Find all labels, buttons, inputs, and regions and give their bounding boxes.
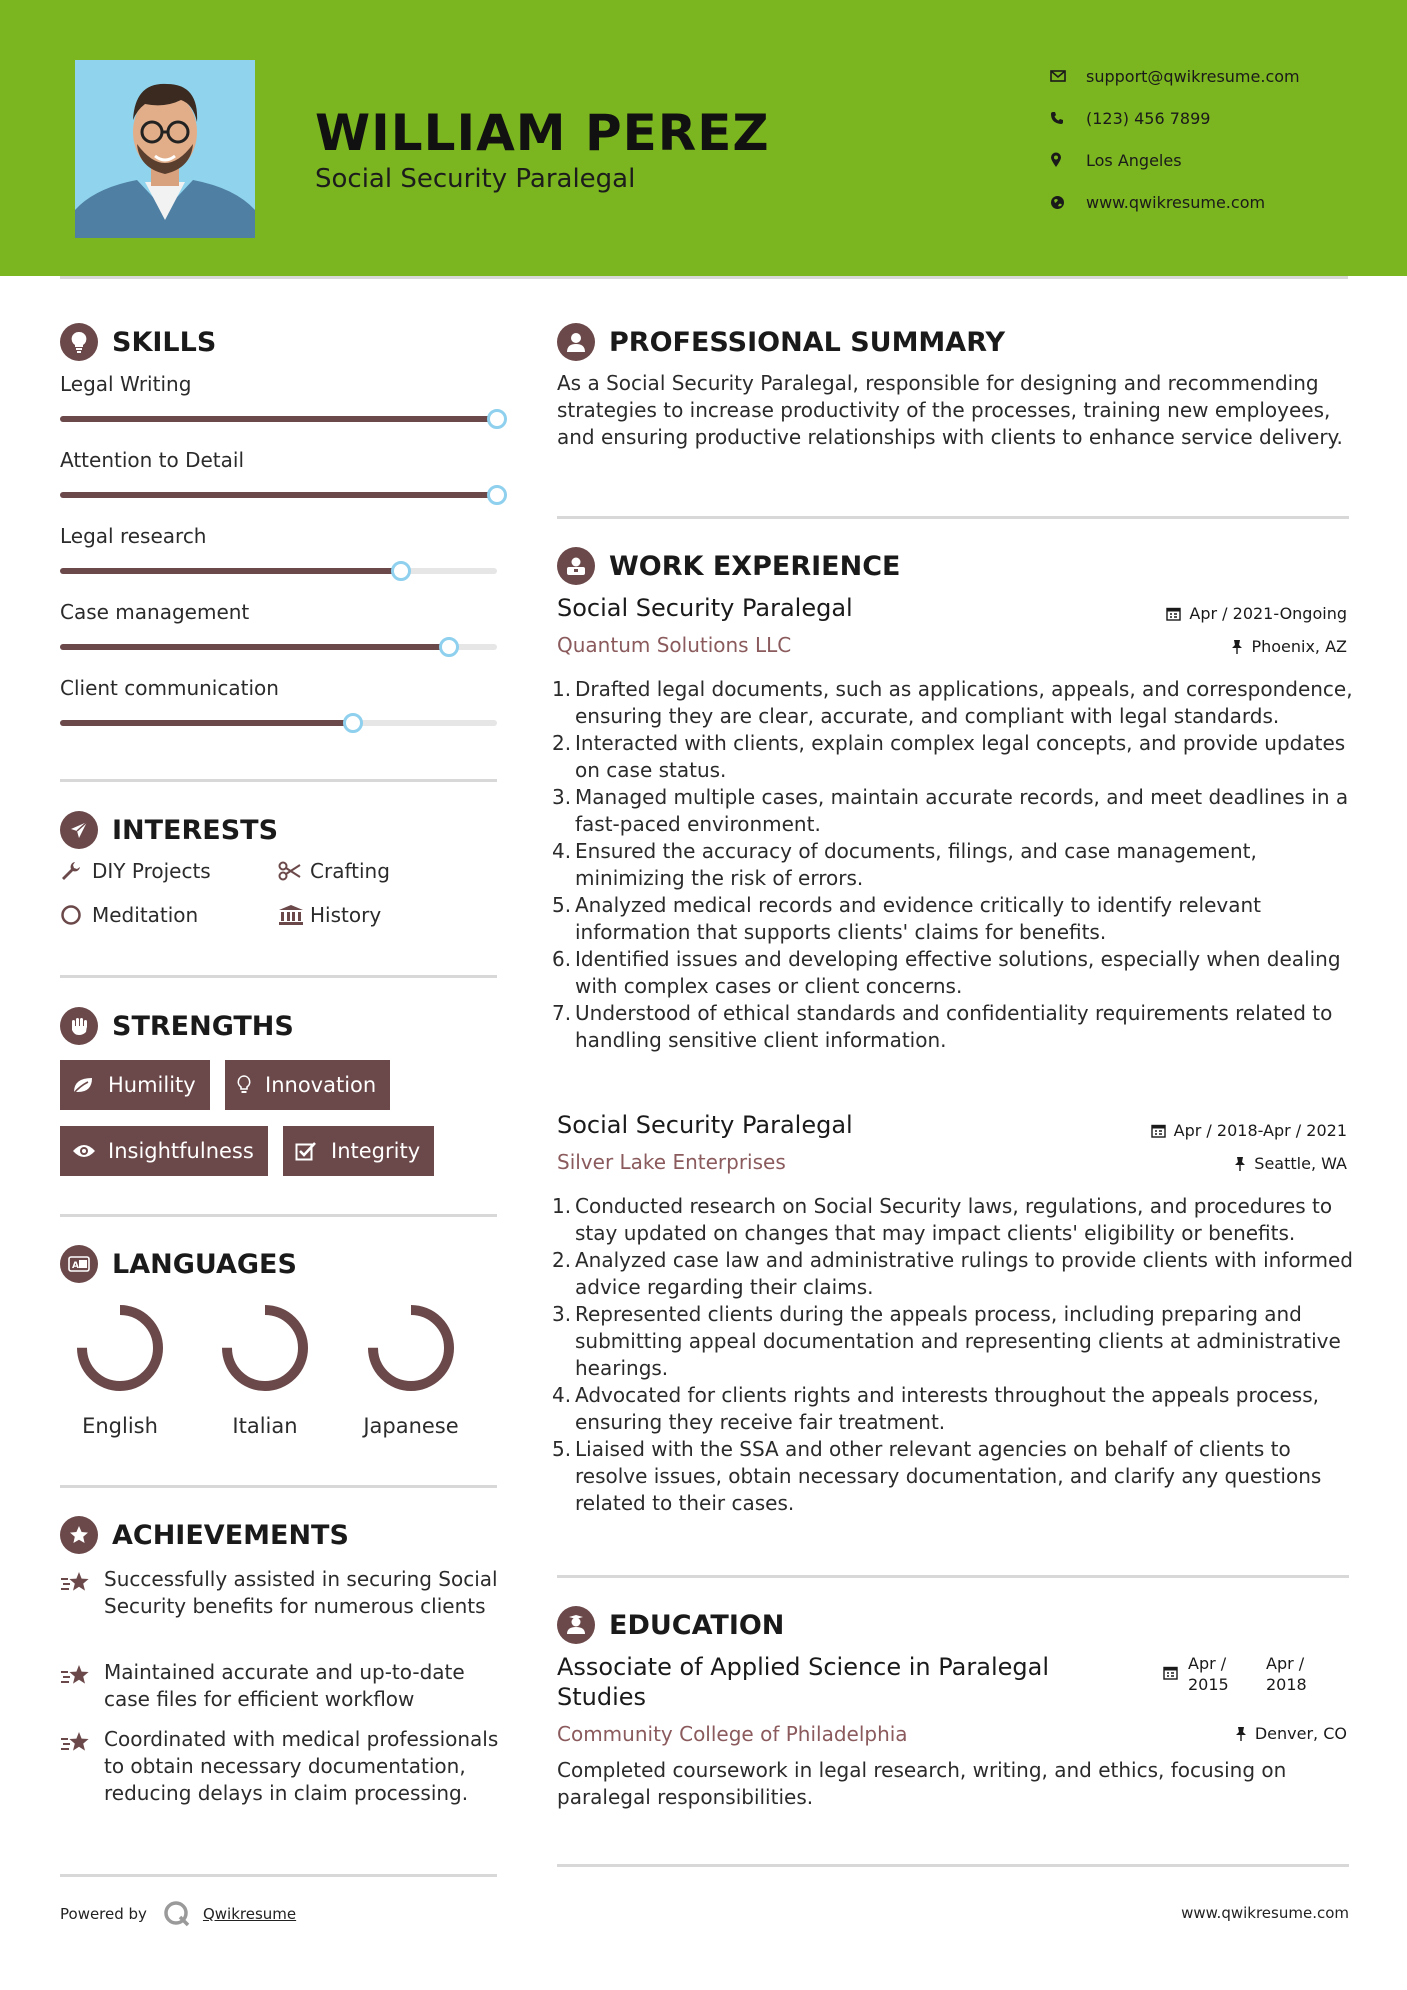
contact-email-text: support@qwikresume.com [1086,66,1300,86]
skill-bar-knob [343,713,363,733]
interest-label: Meditation [92,903,199,927]
education-location [1235,1724,1347,1743]
skill-bar-knob [391,561,411,581]
achievement-item [60,1566,505,1620]
degree-title-line1: Associate of Applied Science in Paralegal [557,1653,1049,1681]
contact-list [1050,55,1380,223]
job-title: Social Security Paralegal [557,594,853,622]
user-icon [557,323,595,361]
summary-heading [557,323,1005,361]
language-item [205,1300,325,1438]
achievement-item [60,1726,505,1807]
job-company: Quantum Solutions LLC [557,633,792,657]
job-location [1234,1154,1347,1173]
calendar-icon [1151,1123,1166,1138]
job-dates [1166,604,1347,623]
job-title: Social Security Paralegal [557,1111,853,1139]
skill-label: Legal Writing [60,372,192,396]
skill-bar-fill [60,644,449,650]
duty-item: Drafted legal documents, such as applications, appeals, and correspondence, ensuring they are clear, accurate, and compliant with legal standards. [575,677,1353,728]
skill-bar-track [60,416,497,422]
language-ring-arc [373,1310,449,1386]
strength-badge [60,1060,210,1110]
duty-item: Ensured the accuracy of documents, filings, and case management, minimizing the risk of errors. [575,839,1257,890]
education-description: Completed coursework in legal research, writing, and ethics, focusing on paralegal responsibilities. [557,1758,1287,1809]
language-ring-arc [227,1310,303,1386]
strength-label: Integrity [331,1139,421,1163]
interests-title: INTERESTS [112,814,279,846]
wrench-icon [60,860,92,882]
summary-title: PROFESSIONAL SUMMARY [609,326,1006,358]
museum-icon [278,904,310,926]
achievement-text: Coordinated with medical professionals to obtain necessary documentation, reducing delays in claim processing. [104,1727,499,1805]
education-start-line2: 2015 [1188,1675,1229,1694]
pushpin-icon [1235,1726,1247,1742]
lightbulb-icon [60,323,98,361]
education-end-line2: 2018 [1266,1675,1307,1694]
calendar-icon [1163,1665,1178,1684]
education-divider [557,1864,1349,1867]
strength-badge [225,1060,390,1110]
achievement-text: Successfully assisted in securing Social Security benefits for numerous clients [104,1567,498,1618]
profile-photo [75,60,255,238]
job-dates [1151,1121,1347,1140]
skills-heading [60,323,216,361]
skills-divider [60,779,497,782]
leaf-icon [72,1076,108,1094]
achievement-text: Maintained accurate and up-to-date case files for efficient workflow [104,1660,465,1711]
phone-icon [1050,111,1086,125]
language-item [351,1300,471,1438]
experience-title: WORK EXPERIENCE [609,550,901,582]
interests-heading [60,811,278,849]
experience-divider [557,1575,1349,1578]
star-icon [60,1659,104,1713]
strength-label: Insightfulness [108,1139,254,1163]
strengths-title: STRENGTHS [112,1010,294,1042]
skill-bar-track [60,720,497,726]
raised-fist-icon [60,1007,98,1045]
education-location-text: Denver, CO [1254,1724,1347,1743]
summary-divider [557,516,1349,519]
paper-plane-icon [60,811,98,849]
languages-divider [60,1485,497,1488]
svg-text:A: A [72,1261,79,1271]
duty-item: Advocated for clients rights and interests throughout the appeals process, ensuring they receive fair treatment. [575,1383,1320,1434]
language-ring [217,1300,313,1396]
qwikresume-link[interactable]: Qwikresume [202,1905,297,1923]
star-badge-icon [60,1516,98,1554]
duty-item: Interacted with clients, explain complex legal concepts, and provide updates on case status. [575,731,1346,782]
job-duties-list [557,676,1357,1054]
skill-label: Case management [60,600,250,624]
strength-badge [60,1126,268,1176]
education-start-line1: Apr / [1188,1654,1227,1673]
interest-label: DIY Projects [92,859,211,883]
job-duties-list [557,1193,1357,1517]
job-dates-text: Apr / 2021-Ongoing [1189,604,1347,623]
interest-item [60,859,211,883]
duty-item: Managed multiple cases, maintain accurate records, and meet deadlines in a fast-paced environment. [575,785,1349,836]
skill-label: Client communication [60,676,279,700]
interest-label: Crafting [310,859,390,883]
envelope-icon [1050,70,1086,82]
contact-phone[interactable] [1050,97,1380,139]
job-location [1231,637,1347,656]
pushpin-icon [1234,1156,1246,1172]
language-ring-arc [82,1310,158,1386]
contact-location-text: Los Angeles [1086,150,1182,170]
achievement-item [60,1659,505,1713]
skill-label: Legal research [60,524,207,548]
language-ring [363,1300,459,1396]
contact-website[interactable] [1050,181,1380,223]
skill-label: Attention to Detail [60,448,245,472]
degree-title-line2: Studies [557,1683,647,1711]
skill-bar-knob [439,637,459,657]
skill-bar-track [60,492,497,498]
duty-item: Liaised with the SSA and other relevant agencies on behalf of clients to resolve issues, obtain necessary documentation, and clarify any questions related to their cases. [575,1437,1322,1515]
duty-item: Analyzed case law and administrative rulings to provide clients with informed advice regarding their claims. [575,1248,1353,1299]
skill-bar-knob [487,409,507,429]
contact-location [1050,139,1380,181]
star-icon [60,1566,104,1620]
experience-heading [557,547,900,585]
achievements-heading [60,1516,349,1554]
calendar-icon [1166,606,1181,621]
language-ring [72,1300,168,1396]
skill-bar-knob [487,485,507,505]
powered-by-label: Powered by [60,1905,147,1923]
interests-divider [60,975,497,978]
duty-item: Conducted research on Social Security laws, regulations, and procedures to stay updated on changes that may impact clients' eligibility or benefits. [575,1194,1333,1245]
job-company: Silver Lake Enterprises [557,1150,786,1174]
language-icon [60,1245,98,1283]
candidate-name: WILLIAM PEREZ [315,104,770,162]
languages-heading [60,1245,297,1283]
strength-badge [283,1126,434,1176]
language-label: English [82,1414,158,1438]
scissors-icon [278,861,310,881]
skill-bar-track [60,568,497,574]
star-icon [60,1726,104,1807]
job-dates-text: Apr / 2018-Apr / 2021 [1173,1121,1347,1140]
skills-title: SKILLS [112,326,217,358]
map-pin-icon [1050,152,1086,168]
language-label: Japanese [363,1414,459,1438]
skill-bar-track [60,644,497,650]
footer-website[interactable]: www.qwikresume.com [1181,1904,1349,1922]
lightbulb-icon [237,1075,265,1095]
contact-website-text: www.qwikresume.com [1086,192,1266,212]
school-name: Community College of Philadelphia [557,1722,908,1746]
education-start-date [1188,1653,1229,1695]
duty-item: Identified issues and developing effective solutions, especially when dealing with complex cases or client concerns. [575,947,1341,998]
skill-bar-fill [60,416,497,422]
interest-item [278,859,390,883]
strength-label: Innovation [265,1073,377,1097]
duty-item: Understood of ethical standards and confidentiality requirements related to handling sensitive client information. [575,1001,1333,1052]
education-heading [557,1606,784,1644]
skill-bar-fill [60,720,353,726]
pushpin-icon [1231,639,1243,655]
graduate-icon [557,1606,595,1644]
strengths-divider [60,1214,497,1217]
duty-item: Represented clients during the appeals process, including preparing and submitting appeal documentation and representing clients at administrative hearings. [575,1302,1341,1380]
interest-item [278,903,381,927]
education-end-date [1266,1653,1307,1695]
qwikresume-logo-icon [163,1900,191,1928]
education-end-line1: Apr / [1266,1654,1305,1673]
job-location-text: Seattle, WA [1254,1154,1347,1173]
circle-icon [60,904,92,926]
contact-phone-text: (123) 456 7899 [1086,108,1211,128]
languages-title: LANGUAGES [112,1248,297,1280]
globe-icon [1050,195,1086,210]
skill-bar-fill [60,492,497,498]
strengths-heading [60,1007,294,1045]
language-label: Italian [232,1414,298,1438]
candidate-role: Social Security Paralegal [315,164,636,194]
skill-bar-fill [60,568,401,574]
job-location-text: Phoenix, AZ [1251,637,1347,656]
summary-text: As a Social Security Paralegal, responsible for designing and recommending strategies to increase productivity of the processes, training new employees, and ensuring productive relationships with clients to enhance service delivery. [557,371,1343,449]
achievements-divider [60,1874,497,1877]
duty-item: Analyzed medical records and evidence critically to identify relevant information that supports clients' claims for benefits. [575,893,1261,944]
eye-icon [72,1143,108,1159]
checkbox-icon [295,1141,331,1161]
briefcase-icon [557,547,595,585]
achievements-title: ACHIEVEMENTS [112,1519,349,1551]
language-item [60,1300,180,1438]
header-divider [60,276,1348,279]
interest-item [60,903,198,927]
education-title: EDUCATION [609,1609,785,1641]
footer-powered-by [60,1900,296,1928]
interest-label: History [310,903,382,927]
strength-label: Humility [108,1073,196,1097]
contact-email[interactable] [1050,55,1380,97]
